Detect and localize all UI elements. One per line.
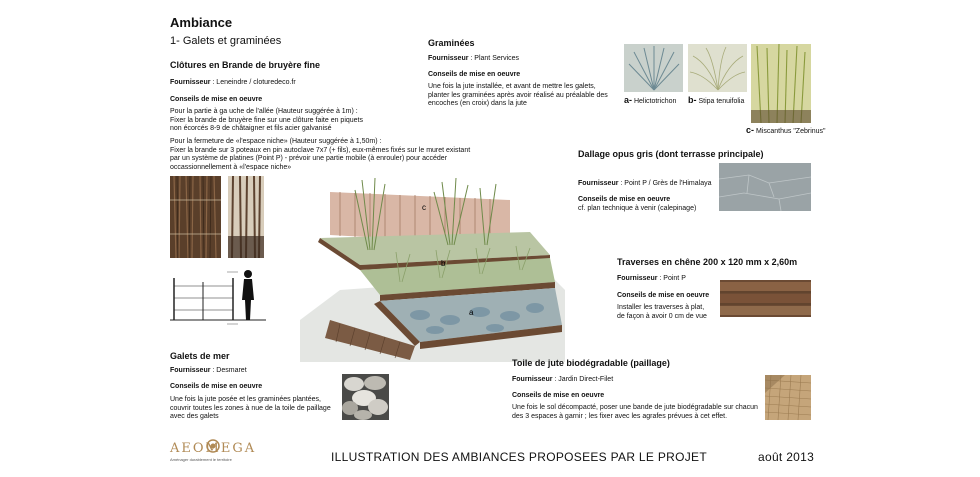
illustration-label-a: a [469, 308, 474, 317]
traverses-supplier-label: Fournisseur [617, 275, 658, 282]
graminees-heading: Graminées [428, 38, 475, 48]
clotures-p2-line: par un système de platines (Point P) - prévoir une partie mobile (à enrouler) pour accéder [170, 155, 448, 162]
toile-advice-label: Conseils de mise en oeuvre [512, 392, 605, 399]
clotures-text-2 [170, 138, 470, 172]
logo-text: AEOMEGA [170, 441, 257, 456]
traverses-heading: Traverses en chêne 200 x 120 mm x 2,60m [617, 257, 798, 267]
brande-photo-1 [170, 176, 221, 258]
graminees-text [428, 83, 608, 109]
footer-date: août 2013 [758, 450, 815, 464]
galets-heading: Galets de mer [170, 351, 230, 361]
toile-photo [765, 375, 811, 420]
logo-tagline: Aménager durablement le territoire [170, 457, 232, 462]
clotures-advice-label: Conseils de mise en oeuvre [170, 96, 263, 103]
galets-supplier [170, 367, 247, 376]
galets-line: Une fois la jute posée et les graminées plantées, [170, 396, 321, 403]
galets-advice-label: Conseils de mise en oeuvre [170, 383, 263, 390]
caption-b-text: Stipa tenuifolia [698, 98, 745, 105]
illustration-label-c: c [422, 203, 426, 212]
brande-photo-2 [228, 176, 264, 258]
illustration-label-b: b [441, 259, 446, 268]
caption-a [624, 95, 676, 105]
clotures-supplier-label: Fournisseur [170, 79, 211, 86]
stipa-photo [688, 44, 747, 92]
footer-title: ILLUSTRATION DES AMBIANCES PROPOSEES PAR LE PROJET [331, 450, 707, 464]
toile-heading: Toile de jute biodégradable (paillage) [512, 358, 670, 368]
page-title: Ambiance [170, 15, 233, 30]
toile-supplier-value: : Jardin Direct-Filet [554, 376, 614, 383]
caption-b-letter: b- [688, 95, 697, 105]
toile-supplier [512, 376, 613, 385]
dallage-supplier-value: : Point P / Grès de l'Himalaya [620, 180, 712, 187]
traverses-photo [720, 280, 811, 317]
helictotrichon-photo [624, 44, 683, 92]
dallage-photo [719, 163, 811, 211]
company-logo [168, 437, 258, 465]
clotures-p2-line: occassionnellement à «l'espace niche» [170, 163, 292, 171]
caption-a-letter: a- [624, 95, 633, 105]
fence-sketch [168, 264, 268, 328]
traverses-supplier [617, 275, 686, 284]
clotures-supplier-value: : Leneindre / cloturedeco.fr [212, 79, 296, 86]
dallage-supplier [578, 180, 712, 189]
clotures-p2-line: Fixer la brande sur 3 poteaux en pin autoclave 7x7 (+ fils), eux-mêmes fixés sur le muret existant [170, 146, 471, 154]
graminees-supplier-value: : Plant Services [470, 55, 520, 62]
dallage-supplier-label: Fournisseur [578, 180, 619, 187]
toile-text [512, 404, 758, 421]
miscanthus-photo [751, 44, 811, 123]
galets-text [170, 396, 331, 422]
clotures-p1-line: Pour la partie à ga uche de l'allée (Hauteur suggérée à 1m) : [170, 108, 358, 115]
clotures-text-1 [170, 108, 363, 134]
clotures-p2-line: Pour la fermeture de «l'espace niche» (Hauteur suggérée à 1,50m) : [170, 138, 382, 145]
ambiance-illustration [300, 170, 565, 362]
galets-line: avec des galets [170, 413, 219, 420]
galets-supplier-value: : Desmaret [212, 367, 247, 374]
traverses-text [617, 304, 707, 321]
caption-c-letter: c- [746, 125, 755, 135]
clotures-supplier [170, 79, 296, 88]
galets-photo [342, 374, 389, 420]
caption-a-text: Helictotrichon [633, 98, 677, 105]
clotures-p1-line: non écorcés 8-9 de châtaigner et fils acier galvanisé [170, 125, 332, 132]
graminees-supplier [428, 55, 519, 64]
traverses-supplier-value: : Point P [659, 275, 686, 282]
clotures-p1-line: Fixer la brande de bruyère fine sur une clôture faite en piquets [170, 116, 364, 124]
dallage-advice-label: Conseils de mise en oeuvre [578, 196, 671, 203]
traverses-advice-label: Conseils de mise en oeuvre [617, 292, 710, 299]
toile-supplier-label: Fournisseur [512, 376, 553, 383]
caption-c [746, 125, 826, 135]
traverses-line: de façon à avoir 0 cm de vue [617, 312, 707, 320]
dallage-heading: Dallage opus gris (dont terrasse principale) [578, 149, 764, 159]
caption-b [688, 95, 744, 105]
clotures-heading: Clôtures en Brande de bruyère fine [170, 60, 321, 70]
section-title: 1- Galets et graminées [170, 35, 282, 47]
toile-line: Une fois le sol décompacté, poser une bande de jute biodégradable sur chacun [512, 404, 758, 411]
galets-supplier-label: Fournisseur [170, 367, 211, 374]
traverses-line: Installer les traverses à plat, [617, 304, 705, 311]
graminees-line: Une fois la jute installée, et avant de mettre les galets, [428, 83, 596, 90]
graminees-supplier-label: Fournisseur [428, 55, 469, 62]
galets-line: couvrir toutes les zones à nue de la toile de paillage [170, 404, 331, 412]
graminees-advice-label: Conseils de mise en oeuvre [428, 71, 521, 78]
graminees-line: encoches (en croix) dans la jute [428, 100, 527, 107]
dallage-text: cf. plan technique à venir (calepinage) [578, 205, 697, 212]
toile-line: des 3 espaces à garnir ; les fixer avec les agrafes prévues à cet effet. [512, 412, 728, 420]
caption-c-text: Miscanthus "Zebrinus" [755, 128, 826, 135]
graminees-line: planter les graminées après avoir réalisé au préalable des [428, 91, 608, 99]
